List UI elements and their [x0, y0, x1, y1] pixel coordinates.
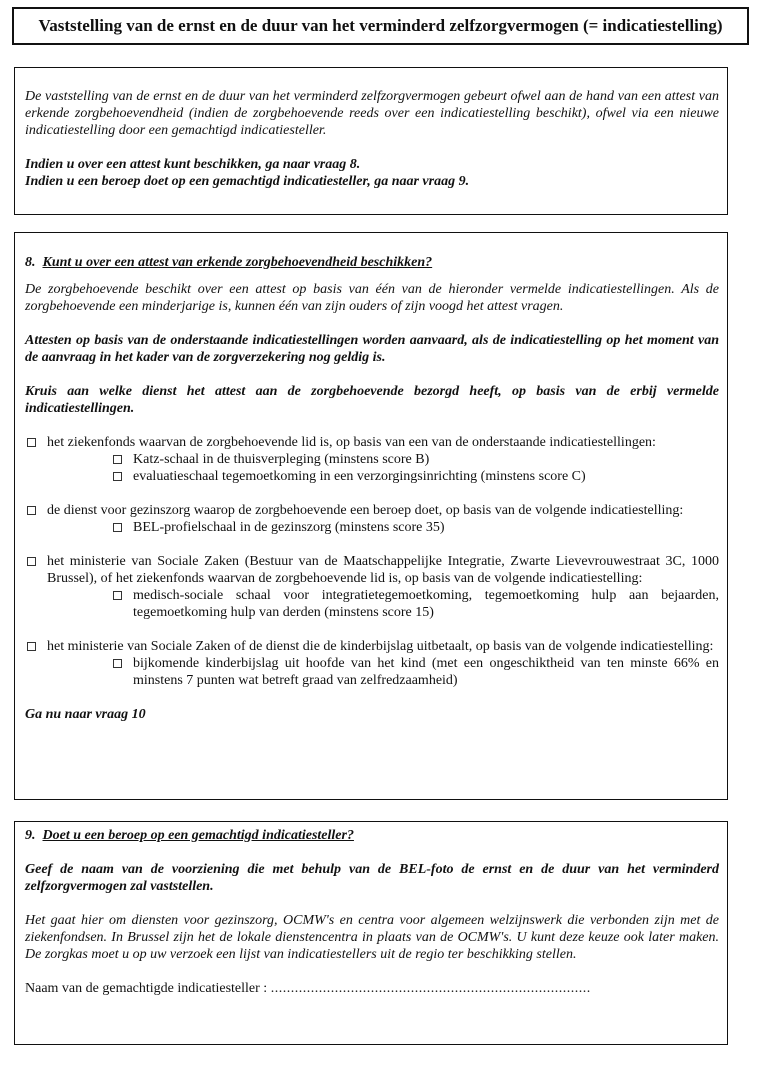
sub-option-label: medisch-sociale schaal voor integratietegemoetkoming, tegemoetkoming hulp aan bejaarden, tegemoetkoming hulp van derden (minstens score 15)	[133, 588, 719, 620]
checkbox[interactable]	[113, 659, 122, 668]
page-title: Vaststelling van de ernst en de duur van het verminderd zelfzorgvermogen (= indicatiestelling)	[12, 7, 749, 45]
option-ministerie-kinderbijslag	[25, 638, 719, 655]
checkbox[interactable]	[27, 557, 36, 566]
sub-option-label: BEL-profielschaal in de gezinszorg (minstens score 35)	[133, 520, 445, 535]
sub-option-evaluatieschaal	[25, 468, 719, 485]
field-label: Naam van de gemachtigde indicatiesteller :	[25, 981, 268, 996]
question-8-number: 8.	[25, 255, 36, 270]
field-dots[interactable]: ................................................................................	[270, 981, 591, 996]
checkbox[interactable]	[27, 642, 36, 651]
question-9-text: Doet u een beroep op een gemachtigd indicatiesteller?	[42, 828, 354, 843]
checkbox[interactable]	[27, 438, 36, 447]
question-8-para1: De zorgbehoevende beschikt over een attest op basis van één van de hieronder vermelde indicatiestellingen. Als de zorgbehoevende een minderjarige is, kunnen één van zijn ouders of zijn voogd het attest vragen.	[25, 282, 719, 314]
question-9-heading	[25, 827, 719, 844]
question-9-section	[14, 821, 728, 1045]
instruction-indicatiesteller: Indien u een beroep doet op een gemachtigd indicatiesteller, ga naar vraag 9.	[25, 174, 470, 189]
question-8-section	[14, 232, 728, 800]
option-gezinszorg	[25, 502, 719, 519]
question-8-para3: Kruis aan welke dienst het attest aan de zorgbehoevende bezorgd heeft, op basis van de erbij vermelde indicatiestellingen.	[25, 384, 719, 416]
question-8-para2: Attesten op basis van de onderstaande indicatiestellingen worden aanvaard, als de indicatiestelling op het moment van de aanvraag in het kader van de zorgverzekering nog geldig is.	[25, 333, 719, 365]
checkbox[interactable]	[27, 506, 36, 515]
option-label: het ministerie van Sociale Zaken (Bestuur van de Maatschappelijke Integratie, Zwarte Lievevrouwestraat 3C, 1000 Brussel), of het ziekenfonds waarvan de zorgbehoevende lid is, op basis van de volgende indicatiestelling:	[47, 554, 719, 586]
intro-section	[14, 67, 728, 215]
sub-option-label: bijkomende kinderbijslag uit hoofde van het kind (met een ongeschiktheid van ten minste 66% en minstens 7 punten wat betreft graad van zelfredzaamheid)	[133, 656, 719, 688]
question-8-footer: Ga nu naar vraag 10	[25, 707, 146, 722]
sub-option-kinderbijslag	[25, 655, 719, 689]
checkbox[interactable]	[113, 455, 122, 464]
sub-option-label: Katz-schaal in de thuisverpleging (minstens score B)	[133, 452, 430, 467]
question-9-para1: Geef de naam van de voorziening die met behulp van de BEL-foto de ernst en de duur van het verminderd zelfzorgvermogen zal vaststellen.	[25, 862, 719, 894]
sub-option-medisch-sociale-schaal	[25, 587, 719, 621]
intro-paragraph: De vaststelling van de ernst en de duur van het verminderd zelfzorgvermogen gebeurt ofwel aan de hand van een attest van erkende zorgbehoevendheid (indien de zorgbehoevende reeds over een indicatiestelling beschikt), ofwel via een nieuwe indicatiestelling door een gemachtigd indicatiesteller.	[25, 89, 719, 138]
option-ziekenfonds	[25, 434, 719, 451]
option-label: de dienst voor gezinszorg waarop de zorgbehoevende een beroep doet, op basis van de volgende indicatiestelling:	[47, 503, 684, 518]
instruction-attest: Indien u over een attest kunt beschikken, ga naar vraag 8.	[25, 157, 361, 172]
option-ministerie-ziekenfonds	[25, 553, 719, 587]
sub-option-katz	[25, 451, 719, 468]
checkbox[interactable]	[113, 472, 122, 481]
option-label: het ziekenfonds waarvan de zorgbehoevende lid is, op basis van een van de onderstaande indicatiestellingen:	[47, 435, 656, 450]
sub-option-label: evaluatieschaal tegemoetkoming in een verzorgingsinrichting (minstens score C)	[133, 469, 586, 484]
question-8-heading	[25, 254, 719, 271]
option-label: het ministerie van Sociale Zaken of de dienst die de kinderbijslag uitbetaalt, op basis van de volgende indicatiestelling:	[47, 639, 714, 654]
indicatiesteller-name-field[interactable]	[25, 980, 719, 997]
question-9-para2: Het gaat hier om diensten voor gezinszorg, OCMW's en centra voor algemeen welzijnswerk die verbonden zijn met de ziekenfondsen. In Brussel zijn het de lokale dienstencentra in plaats van de OCMW's. U kunt deze keuze ook later maken. De zorgkas moet u op uw verzoek een lijst van indicatiestellers uit de regio ter beschikking stellen.	[25, 913, 719, 962]
sub-option-bel-profielschaal	[25, 519, 719, 536]
question-8-text: Kunt u over een attest van erkende zorgbehoevendheid beschikken?	[42, 255, 433, 270]
question-9-number: 9.	[25, 828, 36, 843]
checkbox[interactable]	[113, 523, 122, 532]
checkbox[interactable]	[113, 591, 122, 600]
